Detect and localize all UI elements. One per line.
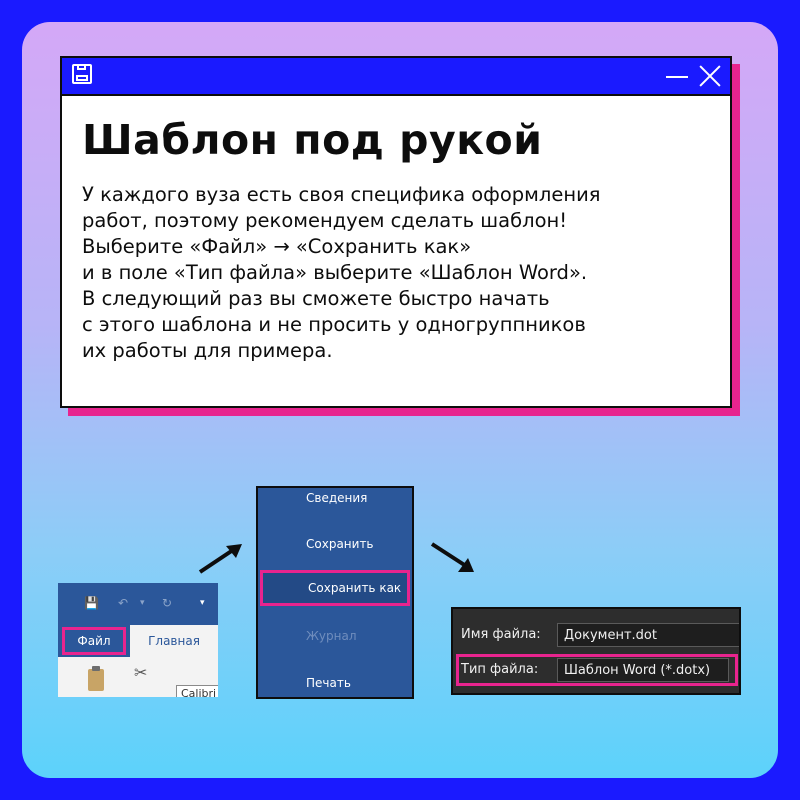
undo-icon[interactable]: ↶: [118, 596, 129, 610]
menu-item-save[interactable]: Сохранить: [306, 537, 374, 551]
cut-icon[interactable]: ✂: [134, 663, 148, 682]
tab-home[interactable]: Главная: [130, 625, 218, 657]
menu-item-print[interactable]: Печать: [306, 676, 351, 690]
redo-icon[interactable]: ↻: [162, 596, 173, 610]
tab-file[interactable]: Файл: [62, 627, 126, 655]
body-line: работ, поэтому рекомендуем сделать шаблон!: [82, 209, 568, 232]
body-line: их работы для примера.: [82, 339, 333, 362]
body-line: В следующий раз вы сможете быстро начать: [82, 287, 550, 310]
arrow-up-right-icon: [196, 540, 246, 576]
info-window: [60, 56, 732, 408]
filetype-select[interactable]: Шаблон Word (*.dotx): [557, 658, 729, 682]
menu-item-save-as[interactable]: Сохранить как: [260, 570, 410, 606]
customize-icon[interactable]: ▾: [200, 598, 205, 608]
page-title: Шаблон под рукой: [82, 116, 543, 164]
body-line: и в поле «Тип файла» выберите «Шаблон Word».: [82, 261, 588, 284]
menu-item-history[interactable]: Журнал: [306, 629, 357, 643]
chevron-down-icon[interactable]: ▾: [140, 598, 145, 608]
file-menu: [258, 488, 412, 697]
paste-icon[interactable]: [88, 669, 104, 691]
arrow-down-right-icon: [428, 540, 478, 576]
body-text: [82, 182, 732, 364]
close-icon[interactable]: [698, 64, 722, 88]
quick-access-toolbar: [58, 583, 218, 623]
font-selector[interactable]: Calibri: [176, 685, 218, 697]
filetype-label: Тип файла:: [461, 662, 539, 677]
ribbon-commands: [58, 657, 218, 697]
save-dialog: [453, 609, 739, 693]
body-line: с этого шаблона и не просить у одногруппников: [82, 313, 586, 336]
save-icon[interactable]: 💾: [84, 596, 99, 610]
menu-item-info[interactable]: Сведения: [306, 491, 368, 505]
minimize-icon[interactable]: [666, 76, 688, 78]
filename-label: Имя файла:: [461, 627, 541, 642]
body-line: У каждого вуза есть своя специфика оформления: [82, 183, 601, 206]
body-line: Выберите «Файл» → «Сохранить как»: [82, 235, 472, 258]
filename-field[interactable]: Документ.dot: [557, 623, 739, 647]
save-icon: [72, 64, 92, 84]
window-titlebar: [62, 58, 730, 96]
word-ribbon: [58, 583, 218, 697]
